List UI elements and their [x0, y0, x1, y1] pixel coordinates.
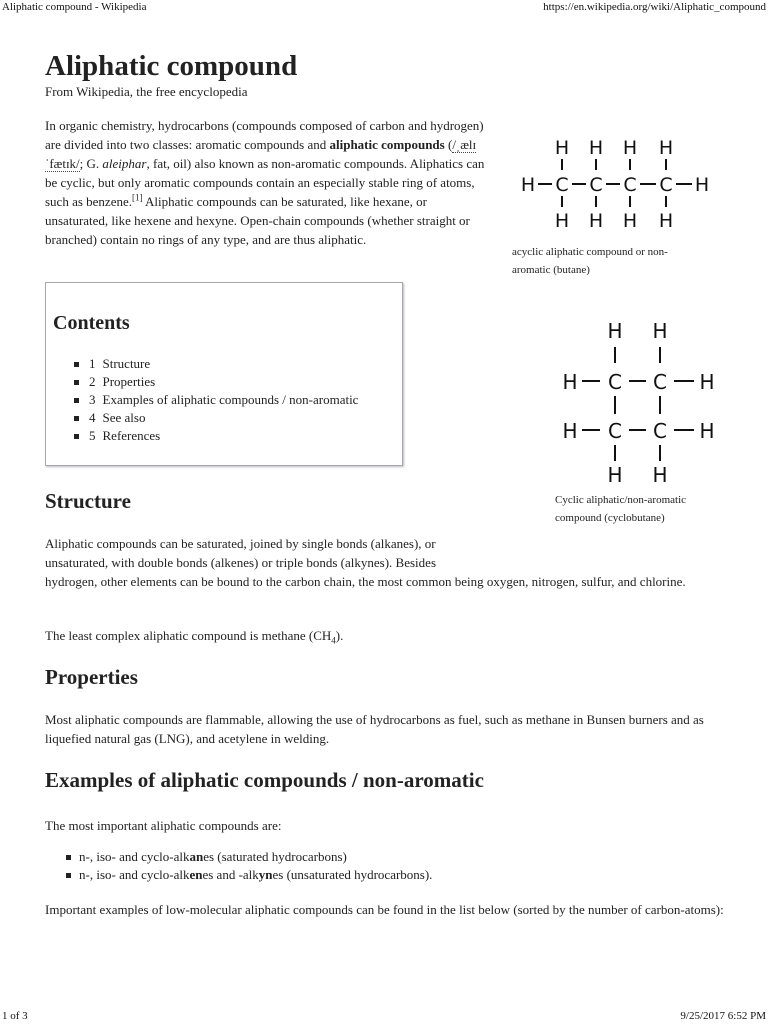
pronunciation-link[interactable]: /ˌælɪˈfætɪk/: [45, 137, 477, 171]
toc-title: Contents: [53, 312, 130, 334]
table-of-contents: [45, 282, 403, 466]
toc-item-references[interactable]: [58, 427, 358, 445]
section-heading-structure: Structure: [45, 489, 131, 513]
toc-item-label[interactable]: Structure: [102, 356, 151, 371]
svg-text:C: C: [589, 174, 603, 196]
list-item: n-, iso- and cyclo-alkanes (saturated hydrocarbons): [58, 848, 432, 866]
section-heading-properties: Properties: [45, 665, 138, 689]
toc-item-number: 3: [89, 392, 96, 407]
page-title: Aliphatic compound: [45, 50, 298, 82]
structure-paragraph-2: hydrogen, other elements can be bound to the carbon chain, the most common being oxygen, nitrogen, sulfur, and chlorine.: [45, 574, 686, 589]
page-tagline: From Wikipedia, the free encyclopedia: [45, 84, 248, 99]
examples-paragraph-2: Important examples of low-molecular aliphatic compounds can be found in the list below (sorted by the number of carbon-atoms):: [45, 902, 724, 917]
print-header-title: Aliphatic compound - Wikipedia: [2, 1, 147, 13]
intro-text-3: ; G.: [79, 156, 103, 171]
toc-item-properties[interactable]: [58, 373, 358, 391]
print-footer-page: 1 of 3: [2, 1010, 28, 1022]
butane-structure-diagram: [512, 134, 712, 234]
section-heading-examples: Examples of aliphatic compounds / non-aromatic: [45, 768, 484, 792]
examples-paragraph-1: The most important aliphatic compounds are:: [45, 818, 282, 833]
reference-link-1[interactable]: [1]: [132, 192, 143, 203]
toc-item-label[interactable]: See also: [102, 410, 146, 425]
properties-paragraph: Most aliphatic compounds are flammable, allowing the use of hydrocarbons as fuel, such as methane in Bunsen burners and as liquefied natural gas (LNG), and acetylene in welding.: [45, 712, 704, 746]
toc-item-examples[interactable]: [58, 391, 358, 409]
svg-text:C: C: [623, 174, 637, 196]
print-header-url[interactable]: https://en.wikipedia.org/wiki/Aliphatic_compound: [543, 1, 766, 13]
structure-paragraph-3: [45, 626, 343, 651]
methane-subscript: 4: [331, 635, 336, 646]
toc-item-number: 4: [89, 410, 96, 425]
svg-text:H: H: [607, 319, 623, 343]
cyclobutane-structure-diagram: [555, 318, 725, 486]
print-footer-datetime: 9/25/2017 6:52 PM: [680, 1010, 766, 1022]
toc-item-label[interactable]: References: [102, 428, 161, 443]
svg-text:H: H: [607, 463, 623, 486]
intro-paragraph: [45, 116, 485, 249]
svg-text:H: H: [658, 137, 674, 159]
svg-text:H: H: [699, 370, 715, 394]
svg-text:H: H: [520, 174, 536, 196]
svg-text:H: H: [562, 370, 578, 394]
toc-list: [58, 355, 358, 445]
svg-text:C: C: [608, 370, 622, 394]
intro-greek-word: aleiphar: [102, 156, 147, 171]
svg-text:H: H: [622, 137, 638, 159]
intro-text-2: (: [444, 137, 453, 152]
intro-text-4: , fat, oil) also known as non-aromatic compounds. Aliphatics can be cyclic, but only aromatic compounds contain an especially stable ring of atoms, such as benzene.: [45, 156, 485, 209]
svg-text:C: C: [608, 419, 622, 443]
cyclobutane-figure: [555, 318, 725, 527]
structure-paragraph-1: Aliphatic compounds can be saturated, joined by single bonds (alkanes), or unsaturated, with double bonds (alkenes) or triple bonds (alkynes). Besides: [45, 536, 436, 570]
intro-bold-term: aliphatic compounds: [329, 137, 445, 152]
svg-text:H: H: [554, 210, 570, 232]
toc-item-see-also[interactable]: [58, 409, 358, 427]
svg-text:H: H: [652, 463, 668, 486]
svg-text:C: C: [653, 419, 667, 443]
toc-item-number: 1: [89, 356, 96, 371]
svg-text:H: H: [694, 174, 710, 196]
toc-item-label[interactable]: Examples of aliphatic compounds / non-aromatic: [102, 392, 359, 407]
toc-item-structure[interactable]: [58, 355, 358, 373]
methane-text-end: ).: [335, 628, 344, 643]
svg-text:C: C: [555, 174, 569, 196]
butane-caption: acyclic aliphatic compound or non-aromatic (butane): [512, 246, 668, 276]
svg-text:H: H: [622, 210, 638, 232]
svg-text:C: C: [659, 174, 673, 196]
svg-text:H: H: [562, 419, 578, 443]
methane-text: The least complex aliphatic compound is methane (CH: [45, 628, 332, 643]
toc-item-number: 5: [89, 428, 96, 443]
toc-item-number: 2: [89, 374, 96, 389]
svg-text:H: H: [652, 319, 668, 343]
toc-item-label[interactable]: Properties: [102, 374, 156, 389]
svg-text:C: C: [653, 370, 667, 394]
list-item: n-, iso- and cyclo-alkenes and -alkynes (unsaturated hydrocarbons).: [58, 866, 432, 884]
svg-text:H: H: [588, 137, 604, 159]
svg-text:H: H: [554, 137, 570, 159]
svg-text:H: H: [658, 210, 674, 232]
svg-text:H: H: [588, 210, 604, 232]
cyclobutane-caption: Cyclic aliphatic/non-aromatic compound (cyclobutane): [555, 494, 687, 524]
intro-text-1: In organic chemistry, hydrocarbons (compounds composed of carbon and hydrogen) are divided into two classes: aromatic compounds and: [45, 118, 484, 152]
svg-text:H: H: [699, 419, 715, 443]
examples-bullet-list: [58, 848, 432, 884]
butane-figure: [512, 134, 712, 279]
intro-text-5: Aliphatic compounds can be saturated, like hexane, or unsaturated, like hexene and hexyne. Open-chain compounds (whether straight or branched) contain no rings of any type, and are thus aliphatic.: [45, 194, 470, 247]
